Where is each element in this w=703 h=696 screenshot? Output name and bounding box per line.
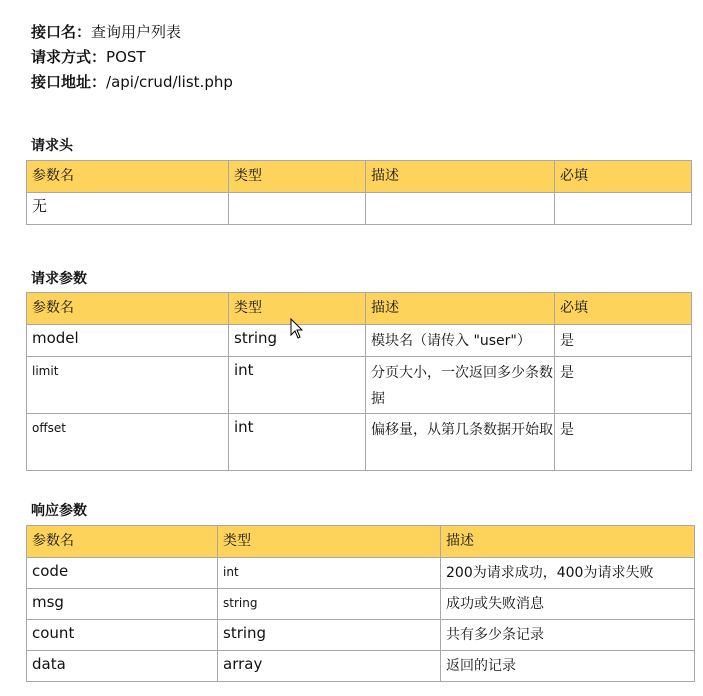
- interface-name-line: 接口名：查询用户列表: [31, 23, 182, 41]
- table-cell: code: [27, 558, 218, 589]
- table-cell: 偏移量，从第几条数据开始取: [366, 414, 555, 471]
- column-header: 参数名: [27, 526, 218, 558]
- request-params-table: [26, 292, 692, 471]
- request-method-key: 请求方式: [31, 48, 92, 66]
- table-row: [27, 193, 692, 225]
- table-cell: int: [229, 357, 366, 414]
- interface-name-value: 查询用户列表: [91, 23, 182, 41]
- column-header: 参数名: [27, 293, 229, 325]
- table-header-row: [27, 161, 692, 193]
- column-header: 描述: [366, 293, 555, 325]
- table-cell: model: [27, 325, 229, 357]
- column-header: 类型: [229, 293, 366, 325]
- table-cell: string: [218, 620, 441, 651]
- table-row: [27, 620, 695, 651]
- column-header: 类型: [218, 526, 441, 558]
- table-cell: 200为请求成功，400为请求失败: [441, 558, 695, 589]
- table-row: [27, 325, 692, 357]
- table-cell: int: [218, 558, 441, 589]
- interface-url-line: 接口地址：/api/crud/list.php: [31, 73, 233, 91]
- mouse-cursor-icon: [290, 318, 304, 340]
- response-params-title: 响应参数: [31, 503, 87, 519]
- table-cell: 是: [555, 325, 692, 357]
- table-row: [27, 558, 695, 589]
- table-cell: [366, 193, 555, 225]
- table-cell: 无: [27, 193, 229, 225]
- table-cell: 成功或失败消息: [441, 589, 695, 620]
- column-header: 类型: [229, 161, 366, 193]
- response-params-table: [26, 525, 695, 682]
- table-cell: limit: [27, 357, 229, 414]
- table-cell: 共有多少条记录: [441, 620, 695, 651]
- table-cell: string: [218, 589, 441, 620]
- table-cell: 模块名（请传入 "user"）: [366, 325, 555, 357]
- request-method-value: POST: [106, 48, 146, 66]
- table-cell: offset: [27, 414, 229, 471]
- table-row: [27, 357, 692, 414]
- table-cell: 分页大小，一次返回多少条数据: [366, 357, 555, 414]
- interface-url-value: /api/crud/list.php: [106, 73, 233, 91]
- table-header-row: [27, 293, 692, 325]
- table-cell: 返回的记录: [441, 651, 695, 682]
- interface-name-key: 接口名: [31, 23, 77, 41]
- request-headers-table: [26, 160, 692, 225]
- request-params-title: 请求参数: [31, 271, 87, 287]
- table-cell: 是: [555, 357, 692, 414]
- column-header: 必填: [555, 293, 692, 325]
- table-cell: array: [218, 651, 441, 682]
- interface-url-key: 接口地址: [31, 73, 92, 91]
- table-cell: msg: [27, 589, 218, 620]
- table-cell: 是: [555, 414, 692, 471]
- table-row: [27, 414, 692, 471]
- table-cell: int: [229, 414, 366, 471]
- column-header: 参数名: [27, 161, 229, 193]
- table-cell: data: [27, 651, 218, 682]
- column-header: 描述: [366, 161, 555, 193]
- table-cell: [229, 193, 366, 225]
- request-method-line: 请求方式：POST: [31, 48, 146, 66]
- table-header-row: [27, 526, 695, 558]
- table-cell: count: [27, 620, 218, 651]
- table-cell: [555, 193, 692, 225]
- column-header: 描述: [441, 526, 695, 558]
- request-headers-title: 请求头: [31, 138, 73, 154]
- table-row: [27, 651, 695, 682]
- table-cell: string: [229, 325, 366, 357]
- column-header: 必填: [555, 161, 692, 193]
- table-row: [27, 589, 695, 620]
